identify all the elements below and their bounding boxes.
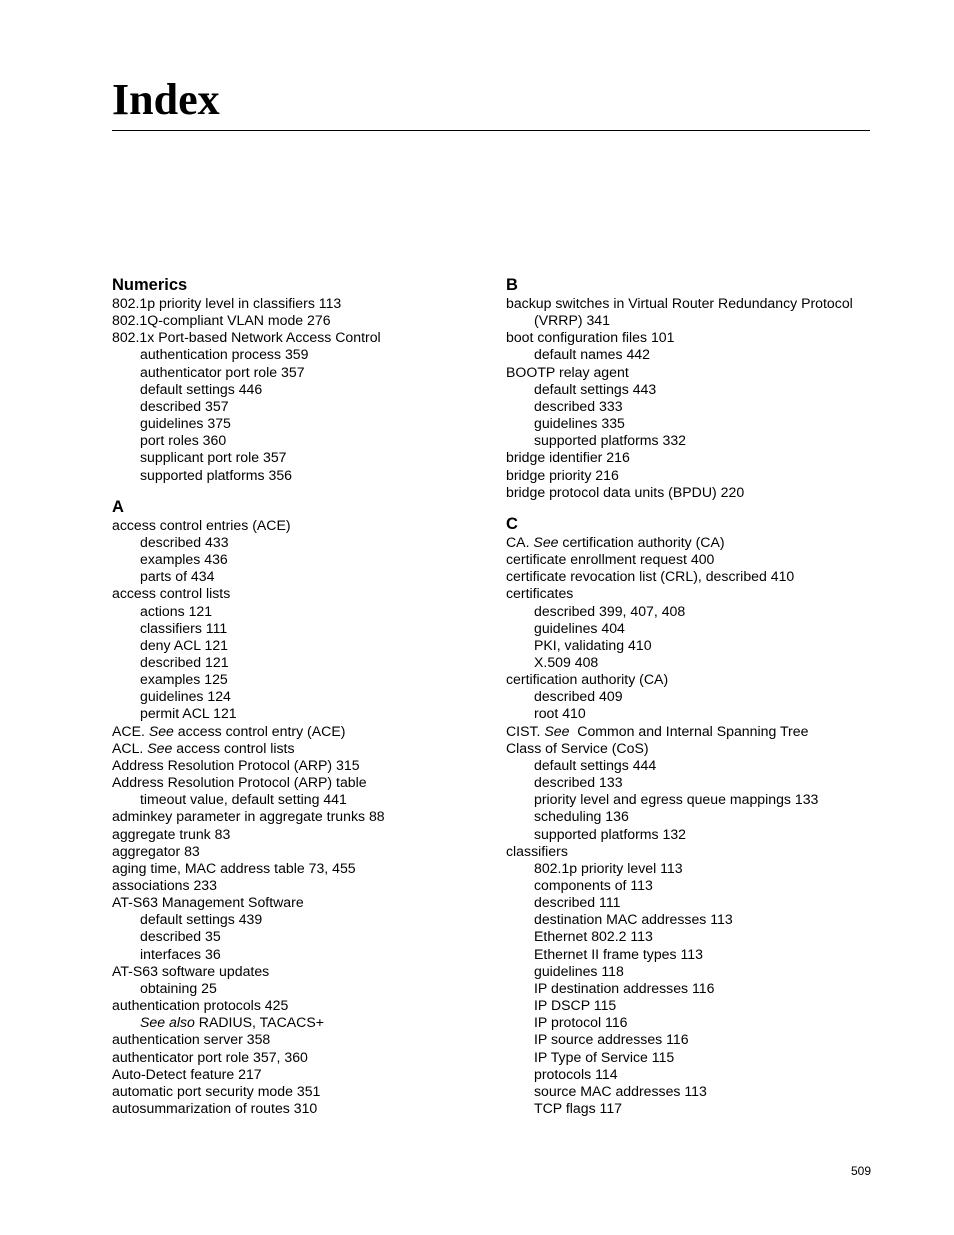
entry-prefix: ACL. <box>112 739 148 756</box>
cross-reference-label: See <box>148 722 174 739</box>
index-section <box>112 275 482 484</box>
index-entry <box>506 534 870 551</box>
cross-reference-label: See <box>533 533 559 550</box>
index-subentry: default names 442 <box>534 346 650 363</box>
index-subentry: described 399, 407, 408 <box>534 602 686 619</box>
index-subentry: PKI, validating 410 <box>534 636 652 653</box>
index-subentry: scheduling 136 <box>534 808 629 825</box>
section-heading: Numerics <box>112 276 188 294</box>
index-entry <box>112 723 482 740</box>
index-subentry: source MAC addresses 113 <box>534 1082 707 1099</box>
index-entry <box>112 740 482 757</box>
index-entry: certification authority (CA) <box>506 671 669 688</box>
index-subentry: IP DSCP 115 <box>534 997 617 1014</box>
entry-prefix: ACE. <box>112 722 149 739</box>
cross-reference-label: See <box>544 722 570 739</box>
section-heading: C <box>506 514 518 533</box>
index-subentry: components of 113 <box>534 877 653 893</box>
index-entry: access control entries (ACE) <box>112 516 291 533</box>
index-subentry: X.509 408 <box>534 653 599 670</box>
index-subentry: examples 436 <box>140 551 228 568</box>
index-subentry: root 410 <box>534 705 586 722</box>
page-title: Index <box>112 75 220 124</box>
index-entry: AT-S63 software updates <box>112 962 270 979</box>
index-subentry: default settings 439 <box>140 911 263 928</box>
cross-reference-label: See <box>147 739 173 756</box>
index-subentry: supported platforms 132 <box>534 825 686 842</box>
index-entry: authenticator port role 357, 360 <box>112 1048 308 1065</box>
index-entry: BOOTP relay agent <box>506 363 629 380</box>
index-subentry: IP Type of Service 115 <box>534 1048 675 1065</box>
index-subentry <box>112 1014 482 1031</box>
index-subentry: port roles 360 <box>140 432 227 449</box>
index-subentry: default settings 446 <box>140 380 263 397</box>
index-subentry: guidelines 375 <box>140 415 231 432</box>
index-subentry: authentication process 359 <box>140 346 309 363</box>
index-column-left <box>112 275 482 1130</box>
index-entry: certificate enrollment request 400 <box>506 551 715 568</box>
index-subentry: timeout value, default setting 441 <box>140 791 347 808</box>
entry-text: certification authority (CA) <box>558 533 725 550</box>
index-entry: autosummarization of routes 310 <box>112 1100 318 1117</box>
index-entry <box>506 723 870 740</box>
entry-text: access control entry (ACE) <box>173 722 346 739</box>
index-section <box>112 497 482 1117</box>
index-subentry: 802.1p priority level 113 <box>534 859 683 876</box>
index-subentry: authenticator port role 357 <box>140 363 305 380</box>
index-subentry: actions 121 <box>140 602 213 619</box>
index-entry: Class of Service (CoS) <box>506 739 649 756</box>
index-section <box>506 275 870 501</box>
index-column-right <box>506 275 870 1130</box>
index-entry: authentication server 358 <box>112 1031 271 1048</box>
index-entry: 802.1Q-compliant VLAN mode 276 <box>112 312 331 329</box>
index-subentry: interfaces 36 <box>140 945 221 962</box>
index-entry: adminkey parameter in aggregate trunks 88 <box>112 808 385 825</box>
index-entry: certificates <box>506 585 574 602</box>
index-subentry: supported platforms 332 <box>534 432 686 449</box>
index-subentry: Ethernet II frame types 113 <box>534 945 703 962</box>
index-subentry: classifiers 111 <box>140 619 228 636</box>
index-entry: boot configuration files 101 <box>506 329 675 346</box>
index-subentry: described 121 <box>140 653 229 670</box>
index-entry: aging time, MAC address table 73, 455 <box>112 859 356 876</box>
index-entry: associations 233 <box>112 877 217 893</box>
section-heading: B <box>506 276 518 294</box>
index-entry: aggregator 83 <box>112 842 200 859</box>
index-subentry: obtaining 25 <box>140 979 217 996</box>
index-subentry: examples 125 <box>140 671 228 688</box>
index-entry: Auto-Detect feature 217 <box>112 1065 262 1082</box>
index-subentry: deny ACL 121 <box>140 636 229 653</box>
index-subentry: guidelines 118 <box>534 962 624 979</box>
index-subentry: protocols 114 <box>534 1065 618 1082</box>
index-subentry: guidelines 124 <box>140 688 231 705</box>
index-subentry: Ethernet 802.2 113 <box>534 928 653 945</box>
index-entry: 802.1p priority level in classifiers 113 <box>112 295 342 311</box>
index-subentry: IP destination addresses 116 <box>534 979 715 996</box>
index-subentry: described 133 <box>534 774 623 791</box>
index-subentry: guidelines 404 <box>534 619 625 636</box>
entry-text: RADIUS, TACACS+ <box>194 1014 324 1031</box>
index-entry: Address Resolution Protocol (ARP) table <box>112 774 367 791</box>
index-subentry: destination MAC addresses 113 <box>534 911 733 928</box>
index-subentry: IP protocol 116 <box>534 1014 628 1031</box>
index-section <box>506 514 870 1117</box>
entry-text: Common and Internal Spanning Tree <box>569 722 809 739</box>
index-subentry: described 357 <box>140 397 229 414</box>
index-subentry: default settings 444 <box>534 756 657 773</box>
index-entry: classifiers <box>506 842 568 859</box>
index-subentry: supported platforms 356 <box>140 466 292 483</box>
index-entry: aggregate trunk 83 <box>112 825 231 842</box>
index-entry: 802.1x Port-based Network Access Control <box>112 329 381 346</box>
index-subentry: priority level and egress queue mappings 133 <box>534 791 819 808</box>
index-entry: bridge identifier 216 <box>506 449 630 466</box>
index-subentry: guidelines 335 <box>534 415 625 432</box>
index-subentry: described 433 <box>140 533 229 550</box>
index-entry: access control lists <box>112 585 231 602</box>
index-subentry: IP source addresses 116 <box>534 1031 689 1048</box>
entry-text: access control lists <box>172 739 295 756</box>
index-entry: bridge protocol data units (BPDU) 220 <box>506 483 745 500</box>
index-subentry: parts of 434 <box>140 568 215 585</box>
page-number: 509 <box>851 1164 872 1178</box>
section-heading: A <box>112 497 124 516</box>
entry-prefix: CIST. <box>506 722 545 739</box>
index-subentry: described 333 <box>534 397 623 414</box>
index-subentry: default settings 443 <box>534 380 657 397</box>
index-subentry: described 111 <box>534 894 621 911</box>
index-subentry: TCP flags 117 <box>534 1100 623 1117</box>
index-subentry: described 409 <box>534 688 623 705</box>
entry-prefix: CA. <box>506 533 534 550</box>
index-entry: AT-S63 Management Software <box>112 894 304 911</box>
index-entry: certificate revocation list (CRL), described 410 <box>506 568 795 585</box>
cross-reference-label: See also <box>140 1014 195 1031</box>
index-subentry: supplicant port role 357 <box>140 449 287 466</box>
index-subentry: permit ACL 121 <box>140 705 237 722</box>
index-entry: backup switches in Virtual Router Redundancy Protocol (VRRP) 341 <box>506 295 853 329</box>
index-entry: Address Resolution Protocol (ARP) 315 <box>112 756 360 773</box>
index-entry: authentication protocols 425 <box>112 997 289 1014</box>
title-rule <box>112 130 870 131</box>
index-entry: automatic port security mode 351 <box>112 1082 321 1099</box>
index-subentry: described 35 <box>140 928 221 945</box>
index-entry: bridge priority 216 <box>506 466 619 483</box>
